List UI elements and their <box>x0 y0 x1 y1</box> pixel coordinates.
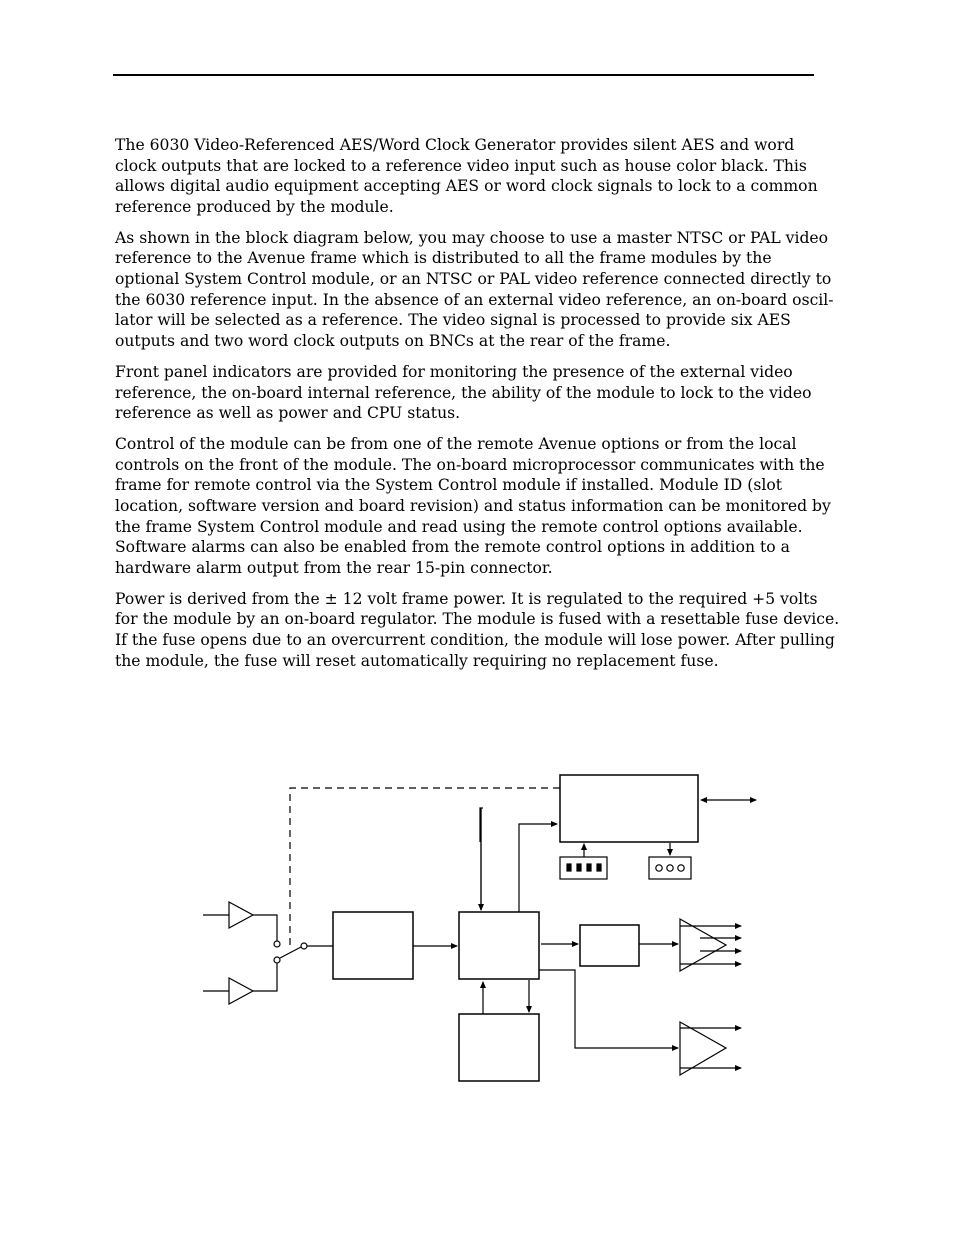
buffer-to-switch-bottom <box>253 963 277 991</box>
aes-output-driver <box>680 919 726 971</box>
led-icon <box>667 865 673 871</box>
paragraph-overview: The 6030 Video-Referenced AES/Word Clock Generator provides silent AES and word clock outputs that are locked to a reference video input such as house color black. This allows digital audio equipment accepting AES or word clock signals to lock to a common reference produced by the module. <box>115 136 818 216</box>
switch-segment <box>567 864 571 871</box>
clock-generator-block <box>459 912 539 979</box>
switch-arm-icon <box>280 947 301 958</box>
wordclock-output-driver <box>680 1022 726 1075</box>
aes-encoder-block <box>580 925 639 966</box>
paragraph-reference: As shown in the block diagram below, you may choose to use a master NTSC or PAL video reference to the Avenue frame which is distributed to all the frame modules by the optional System Control module, or an NTSC or PAL video reference connected directly to the 6030 reference input. In the absence of an external video reference, an on-board oscil-lator will be selected as a reference. The video signal is processed to provide six AES outputs and two word clock outputs on BNCs at the rear of the frame. <box>115 228 834 350</box>
oscillator-block <box>459 1014 539 1081</box>
paragraph-control: Control of the module can be from one of the remote Avenue options or from the local controls on the front of the module. The on-board microprocessor communicates with the frame for remote control via the System Control module if installed. Module ID (slot location, software version and board revision) and status information can be monitored by the frame System Control module and read using the remote control options available. Software alarms can also be enabled from the remote control options in addition to a hardware alarm output from the rear 15-pin connector. <box>115 435 831 577</box>
switch-contact-a <box>274 941 280 947</box>
switch-contact-b <box>274 957 280 963</box>
switch-segment <box>577 864 581 871</box>
generator-to-control-arrow <box>519 824 557 912</box>
buffer-to-switch-top <box>253 915 277 941</box>
switch-common <box>301 943 307 949</box>
generator-to-wordclock-line <box>539 970 678 1048</box>
video-processing-block <box>333 912 413 979</box>
led-icon <box>678 865 684 871</box>
switch-segment <box>597 864 601 871</box>
system-control-block <box>560 775 698 842</box>
paragraph-indicators: Front panel indicators are provided for monitoring the presence of the external video reference, the on-board internal reference, the ability of the module to lock to the video reference as well as power and CPU status. <box>115 362 812 423</box>
input-buffer-top <box>229 902 253 928</box>
paragraph-power: Power is derived from the ± 12 volt frame power. It is regulated to the required +5 volts for the module by an on-board regulator. The module is fused with a resettable fuse device. If the fuse opens due to an overcurrent condition, the module will lose power. After pulling the module, the fuse will reset automatically requiring no replacement fuse. <box>115 589 840 670</box>
led-icon <box>656 865 662 871</box>
switch-segment <box>587 864 591 871</box>
input-buffer-bottom <box>229 978 253 1004</box>
